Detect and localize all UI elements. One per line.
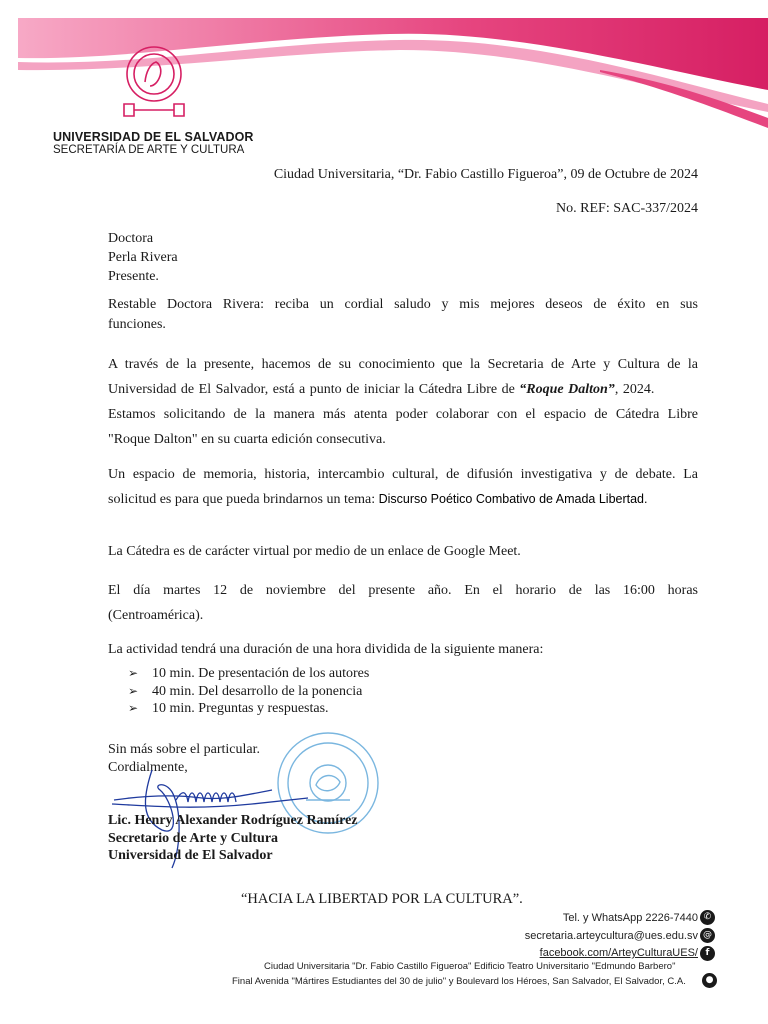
recipient-name: Perla Rivera	[108, 250, 178, 265]
footer-facebook-link[interactable]: facebook.com/ArteyCulturaUES/	[539, 947, 698, 959]
greeting-line: Restable Doctora Rivera: reciba un cordial saludo y mis mejores deseos de éxito en sus	[108, 297, 698, 312]
paragraph-line: "Roque Dalton" en su cuarta edición consecutiva.	[108, 432, 386, 447]
paragraph-virtual: La Cátedra es de carácter virtual por medio de un enlace de Google Meet.	[108, 544, 521, 559]
university-name: UNIVERSIDAD DE EL SALVADOR	[53, 130, 254, 144]
schedule-list	[128, 665, 369, 718]
paragraph-line	[108, 487, 698, 512]
header-banner	[0, 0, 768, 150]
closing-line: Cordialmente,	[108, 760, 188, 775]
at-sign-icon: @	[700, 928, 715, 943]
footer-address-line: Final Avenida "Mártires Estudiantes del 30 de julio" y Boulevard los Héroes, San Salvador, El Salvador, C.A.	[232, 976, 686, 987]
list-item	[128, 683, 369, 701]
footer-address-line: Ciudad Universitaria "Dr. Fabio Castillo Figueroa" Edificio Teatro Universitario "Edmundo Barbero"	[264, 961, 676, 972]
signatory-block	[108, 812, 358, 865]
reference-number: No. REF: SAC-337/2024	[556, 201, 698, 216]
list-item-text: 40 min. Del desarrollo de la ponencia	[152, 683, 363, 699]
arrow-bullet-icon: ➢	[128, 666, 139, 680]
university-seal-logo	[120, 42, 188, 122]
greeting-paragraph	[108, 295, 698, 335]
phone-icon: ✆	[700, 910, 715, 925]
paragraph-line: A través de la presente, hacemos de su conocimiento que la Secretaria de Arte y Cultura de la	[108, 357, 698, 372]
paragraph-line: (Centroamérica).	[108, 608, 204, 623]
signatory-title: Secretario de Arte y Cultura	[108, 830, 279, 846]
topic-title: Discurso Poético Combativo de Amada Libertad.	[378, 492, 648, 506]
recipient-block	[108, 229, 178, 286]
arrow-bullet-icon: ➢	[128, 701, 139, 715]
arrow-bullet-icon: ➢	[128, 683, 139, 698]
department-name: SECRETARÍA DE ARTE Y CULTURA	[53, 144, 245, 156]
signatory-institution: Universidad de El Salvador	[108, 848, 273, 863]
catedra-name: “Roque Dalton”	[519, 382, 615, 397]
paragraph-intro	[108, 352, 698, 452]
greeting-line: funciones.	[108, 317, 166, 332]
paragraph-line: El día martes 12 de noviembre del presente año. En el horario de las 16:00 horas	[108, 583, 698, 598]
paragraph-line: Estamos solicitando de la manera más atenta poder colaborar con el espacio de Cátedra Libre	[108, 407, 698, 422]
closing-line: Sin más sobre el particular.	[108, 742, 261, 757]
recipient-presente: Presente.	[108, 269, 159, 284]
paragraph-line: Un espacio de memoria, historia, intercambio cultural, de difusión investigativa y de debate. La	[108, 467, 698, 482]
motto: “HACIA LA LIBERTAD POR LA CULTURA”.	[241, 891, 523, 907]
list-item-text: 10 min. De presentación de los autores	[152, 666, 370, 681]
place-date: Ciudad Universitaria, “Dr. Fabio Castillo Figueroa”, 09 de Octubre de 2024	[273, 167, 698, 182]
paragraph-line	[108, 377, 698, 402]
recipient-title: Doctora	[108, 231, 154, 246]
signatory-name: Lic. Henry Alexander Rodríguez Ramírez	[108, 813, 358, 828]
paragraph-duration: La actividad tendrá una duración de una hora dividida de la siguiente manera:	[108, 642, 544, 657]
footer-email: secretaria.arteycultura@ues.edu.sv	[524, 930, 698, 942]
list-item-text: 10 min. Preguntas y respuestas.	[152, 701, 329, 716]
paragraph-request	[108, 462, 698, 512]
paragraph-text: Universidad de El Salvador, está a punto de iniciar la Cátedra Libre de	[108, 382, 515, 397]
location-pin-icon: ●	[702, 973, 717, 988]
facebook-icon[interactable]: f	[700, 946, 715, 961]
list-item	[128, 665, 369, 683]
paragraph-text: , 2024.	[614, 382, 655, 397]
paragraph-text: solicitud es para que pueda brindarnos un tema:	[108, 492, 376, 507]
list-item	[128, 700, 369, 718]
footer-phone: Tel. y WhatsApp 2226-7440	[562, 912, 698, 924]
paragraph-date	[108, 578, 698, 628]
